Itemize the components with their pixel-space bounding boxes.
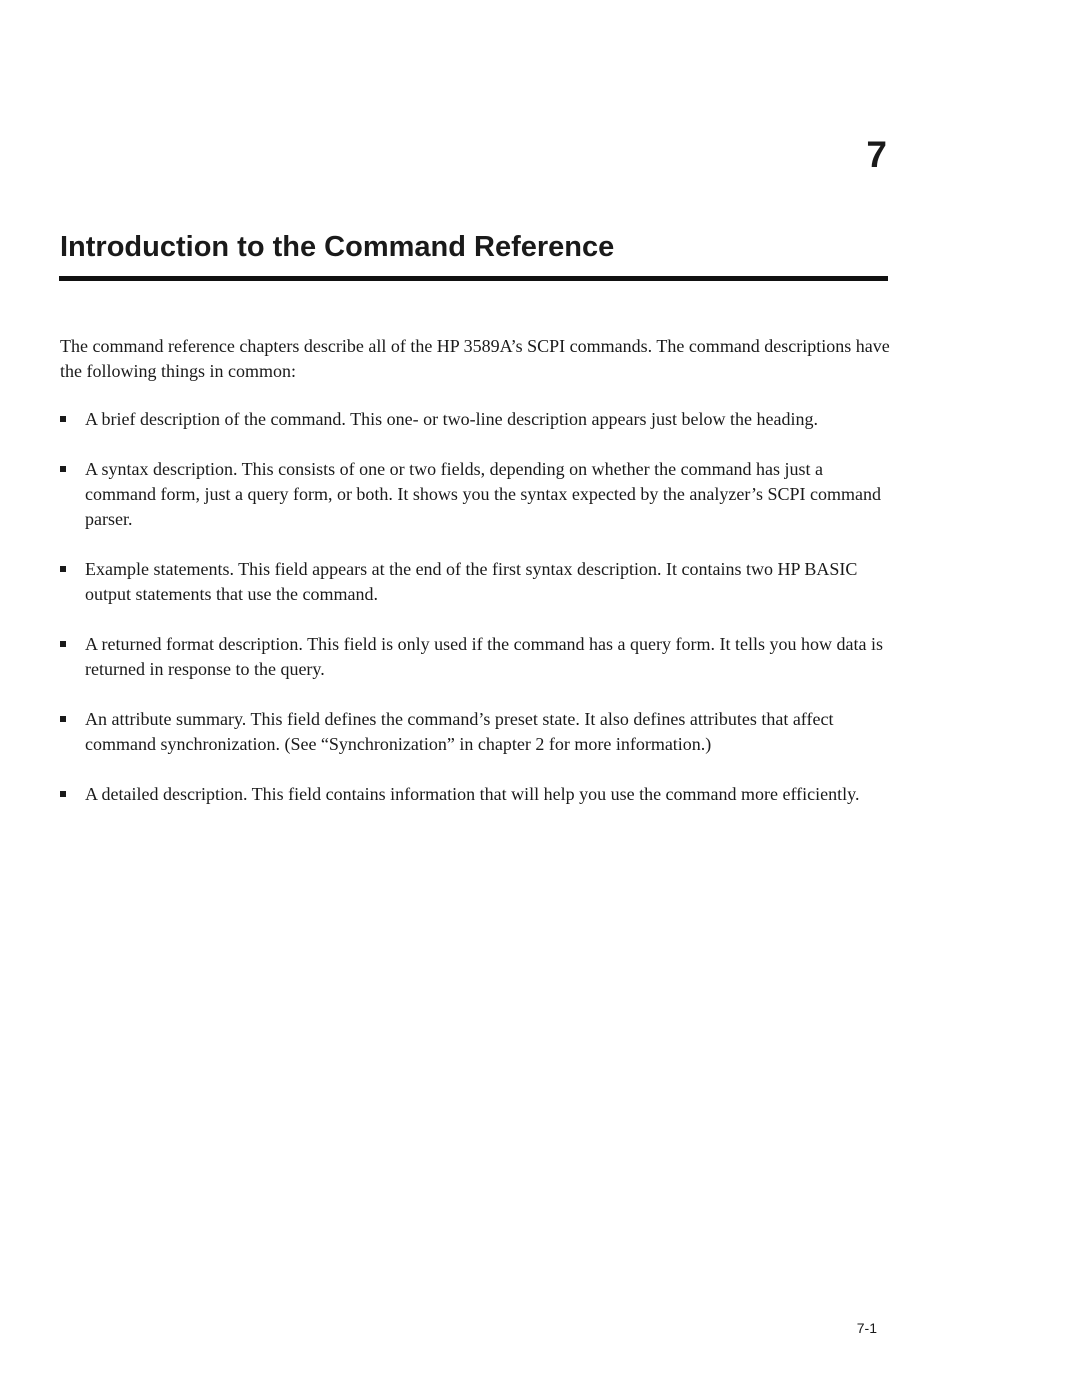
feature-list — [60, 407, 890, 807]
list-item — [60, 782, 890, 807]
list-item-text: A detailed description. This field contains information that will help you use the command more efficiently. — [85, 784, 860, 804]
list-item — [60, 557, 890, 607]
list-item-text: A returned format description. This field is only used if the command has a query form. It tells you how data is returned in response to the query. — [85, 634, 883, 679]
square-bullet-icon — [60, 566, 66, 572]
list-item — [60, 457, 890, 532]
square-bullet-icon — [60, 716, 66, 722]
list-item — [60, 707, 890, 757]
list-item — [60, 407, 890, 432]
chapter-number: 7 — [866, 134, 887, 175]
square-bullet-icon — [60, 416, 66, 422]
list-item-text: A syntax description. This consists of one or two fields, depending on whether the command has just a command form, just a query form, or both. It shows you the syntax expected by the analyzer’s SCPI command parser. — [85, 459, 881, 529]
square-bullet-icon — [60, 641, 66, 647]
body-content — [60, 334, 890, 832]
list-item — [60, 632, 890, 682]
list-item-text: A brief description of the command. This one- or two-line description appears just below the heading. — [85, 409, 818, 429]
square-bullet-icon — [60, 791, 66, 797]
intro-paragraph: The command reference chapters describe all of the HP 3589A’s SCPI commands. The command descriptions have the following things in common: — [60, 336, 890, 381]
title-rule — [59, 276, 888, 281]
list-item-text: Example statements. This field appears at the end of the first syntax description. It contains two HP BASIC output statements that use the command. — [85, 559, 858, 604]
list-item-text: An attribute summary. This field defines the command’s preset state. It also defines attributes that affect command synchronization. (See “Synchronization” in chapter 2 for more information.) — [85, 709, 834, 754]
square-bullet-icon — [60, 466, 66, 472]
page-number: 7-1 — [856, 1320, 877, 1336]
chapter-title: Introduction to the Command Reference — [60, 231, 615, 263]
